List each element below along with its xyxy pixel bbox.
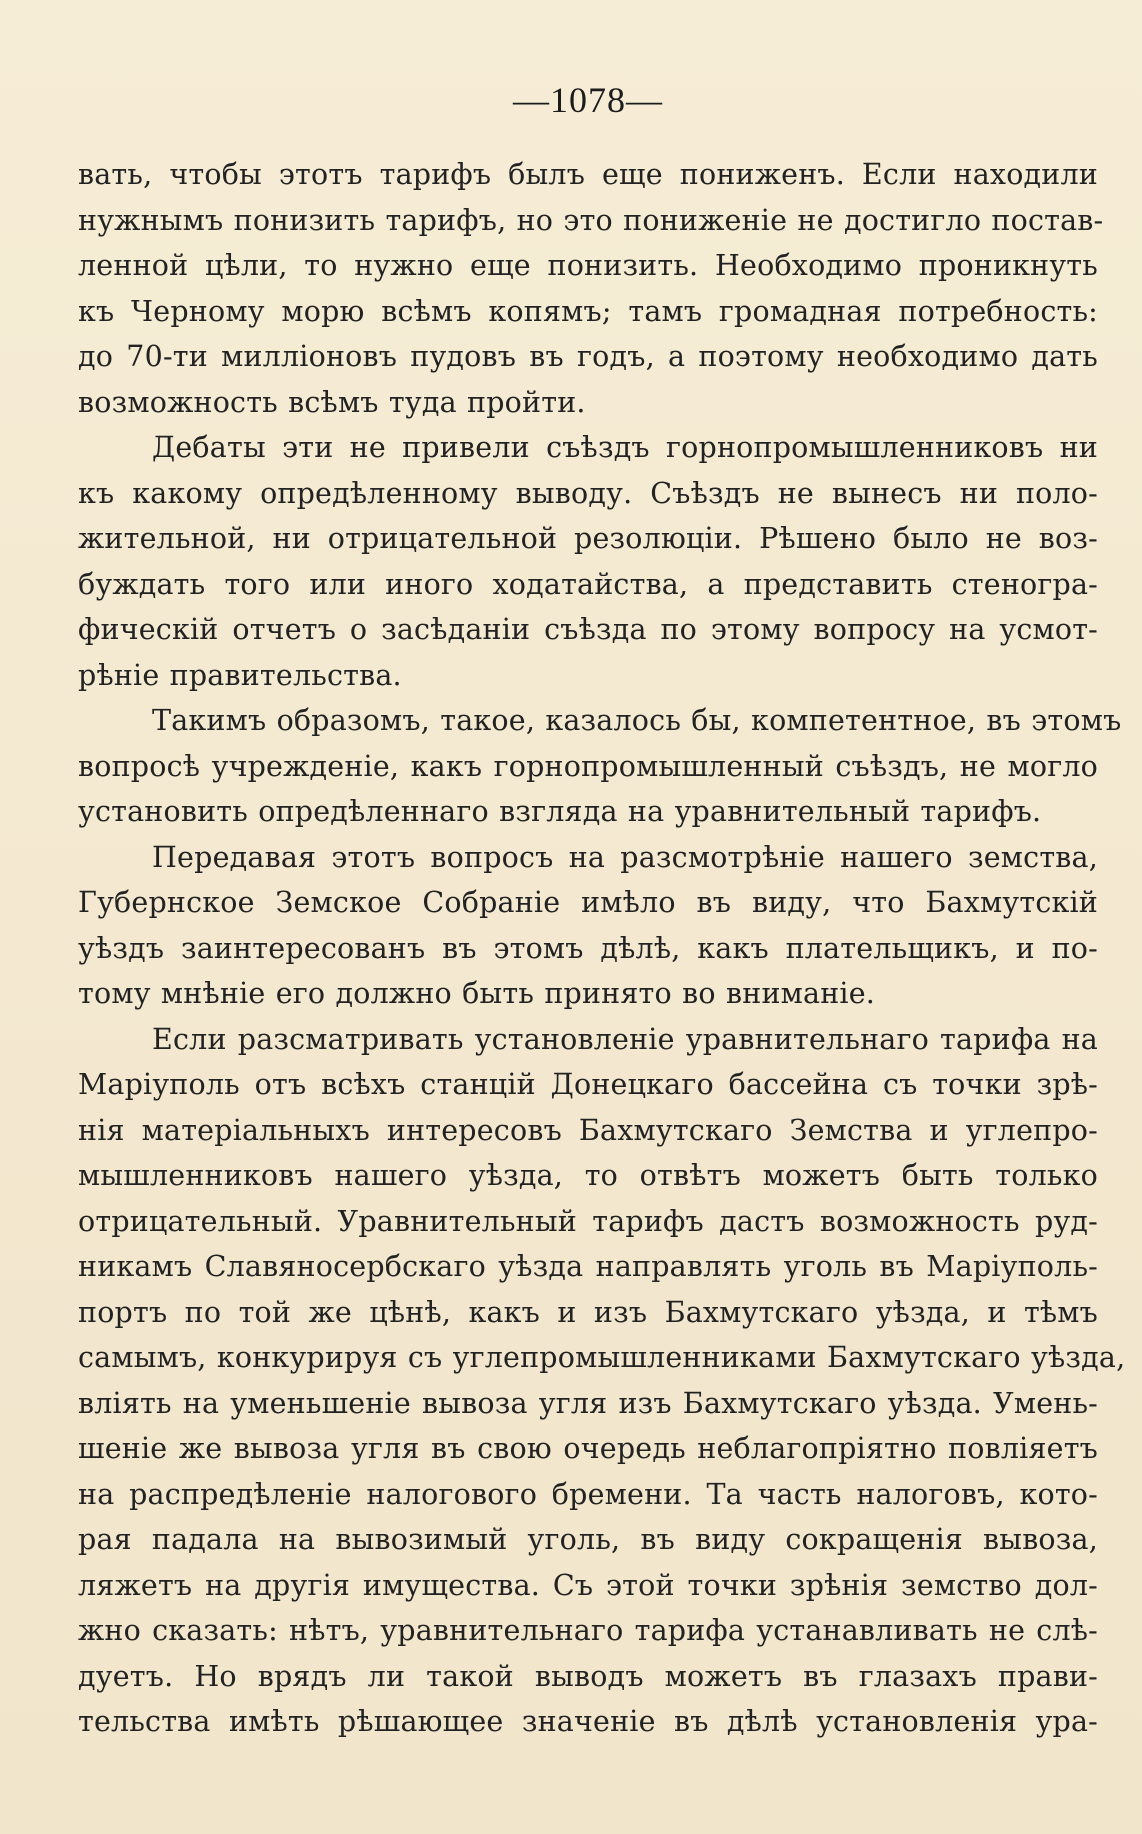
text-line: къ какому опредѣленному выводу. Съѣздъ не вынесъ ни поло- [78,476,1098,510]
text-line: портъ по той же цѣнѣ, какъ и изъ Бахмутскаго уѣзда, и тѣмъ [78,1295,1098,1329]
text-line: шеніе же вывоза угля въ свою очередь неблагопріятно повліяетъ [78,1432,1098,1465]
text-line: вліять на уменьшеніе вывоза угля изъ Бахмутскаго уѣзда. Умень- [78,1386,1098,1420]
text-line: Если разсматривать установленіе уравнительнаго тарифа на [152,1022,1098,1056]
text-line: жно сказать: нѣтъ, уравнительнаго тарифа устанавливать не слѣ- [78,1614,1098,1647]
text-line: ленной цѣли, то нужно еще понизить. Необходимо проникнуть [78,249,1098,282]
text-line: возможность всѣмъ туда пройти. [78,385,586,419]
text-line: тельства имѣть рѣшающее значеніе въ дѣлѣ установленія ура- [78,1705,1098,1738]
text-line: рая падала на вывозимый уголь, въ виду сокращенія вывоза, [78,1523,1098,1556]
text-line: мышленниковъ нашего уѣзда, то отвѣтъ можетъ быть только [78,1159,1098,1192]
text-line: установить опредѣленнаго взгляда на уравнительный тарифъ. [78,795,1042,828]
text-line: тому мнѣніе его должно быть принято во вниманіе. [78,977,876,1010]
text-line: нужнымъ понизить тарифъ, но это пониженіе не достигло постав- [78,203,1104,237]
text-line: къ Черному морю всѣмъ копямъ; тамъ громадная потребность: [78,294,1098,328]
paragraph-4 [78,835,1098,1017]
text-line: до 70-ти милліоновъ пудовъ въ годъ, а поэтому необходимо дать [78,340,1098,373]
paragraph-5 [78,1017,1126,1745]
text-line: дуетъ. Но врядъ ли такой выводъ можетъ въ глазахъ прави- [78,1659,1098,1693]
text-line: вопросѣ учрежденіе, какъ горнопромышленный съѣздъ, не могло [78,749,1098,783]
text-line: буждать того или иного ходатайства, а представить стеногра- [78,567,1098,601]
text-line: на распредѣленіе налогового бремени. Та часть налоговъ, кото- [78,1477,1098,1511]
text-line: Дебаты эти не привели съѣздъ горнопромышленниковъ ни [152,431,1098,464]
page-number: —1078— [513,80,663,120]
paragraph-3 [78,698,1122,835]
text-line: Маріуполь отъ всѣхъ станцій Донецкаго бассейна съ точки зрѣ- [78,1068,1098,1101]
text-line: самымъ, конкурируя съ углепромышленниками Бахмутскаго уѣзда, [78,1341,1126,1374]
text-line: Передавая этотъ вопросъ на разсмотрѣніе нашего земства, [152,840,1098,874]
text-line: жительной, ни отрицательной резолюціи. Рѣшено было не воз- [78,522,1098,555]
text-line: ляжетъ на другія имущества. Съ этой точки зрѣнія земство дол- [78,1568,1098,1602]
text-line: уѣздъ заинтересованъ въ этомъ дѣлѣ, какъ плательщикъ, и по- [78,931,1098,965]
text-line: отрицательный. Уравнительный тарифъ дастъ возможность руд- [78,1204,1098,1238]
text-line: никамъ Славяносербскаго уѣзда направлять уголь въ Маріуполь- [78,1250,1098,1283]
text-line: Такимъ образомъ, такое, казалось бы, компетентное, въ этомъ [152,704,1122,737]
text-line: Губернское Земское Собраніе имѣло въ виду, что Бахмутскій [78,886,1098,919]
paragraph-2 [78,425,1098,698]
text-line: вать, чтобы этотъ тарифъ былъ еще пониженъ. Если находили [78,158,1098,191]
paragraph-1 [78,152,1104,425]
text-line: рѣніе правительства. [78,658,402,692]
text-line: нія матеріальныхъ интересовъ Бахмутскаго Земства и углепро- [78,1113,1098,1147]
text-line: фическій отчетъ о засѣданіи съѣзда по этому вопросу на усмот- [78,613,1098,646]
